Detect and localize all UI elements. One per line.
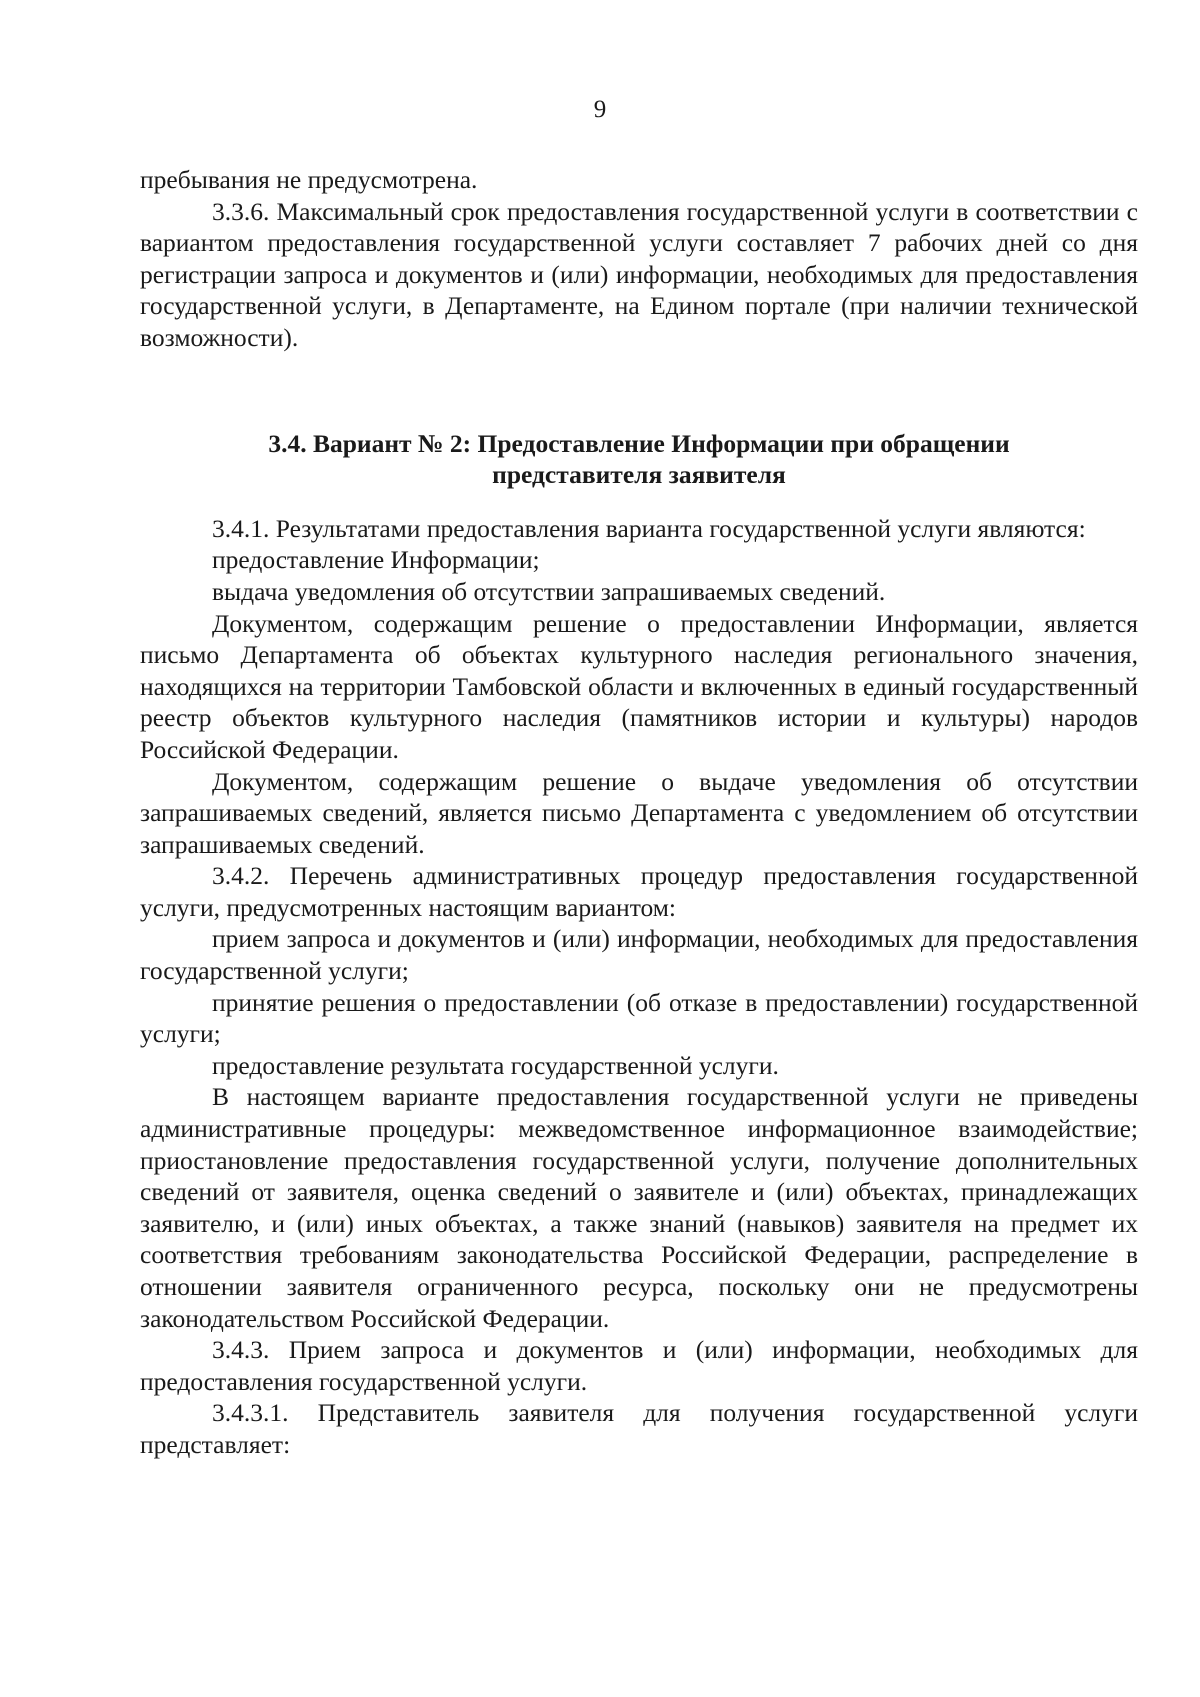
paragraph-document-info: Документом, содержащим решение о предоставлении Информации, является письмо Департамента об объектах культурного наследия регионального значения, находящихся на территории Тамбовской области и включенных в единый государственный реестр объектов культурного наследия (памятников истории и культуры) народов Российской Федерации. <box>140 608 1138 764</box>
paragraph-excluded-procedures: В настоящем варианте предоставления государственной услуги не приведены административные процедуры: межведомственное информационное взаимодействие; приостановление предоставления государственной услуги, получение дополнительных сведений от заявителя, оценка сведений о заявителе и (или) объектах, принадлежащих заявителю, и (или) иных объектах, а также знаний (навыков) заявителя на предмет их соответствия требованиям законодательства Российской Федерации, распределение в отношении заявителя ограниченного ресурса, поскольку они не предусмотрены законодательством Российской Федерации. <box>140 1082 1138 1333</box>
paragraph-continuation: пребывания не предусмотрена. <box>140 165 478 194</box>
list-item-procedure-2: принятие решения о предоставлении (об отказе в предоставлении) государственной услуги; <box>140 987 1138 1049</box>
list-item-result-1: предоставление Информации; <box>212 545 540 575</box>
paragraph-3-4-1: 3.4.1. Результатами предоставления варианта государственной услуги являются: <box>212 513 1086 543</box>
section-heading-line-2: представителя заявителя <box>492 460 786 490</box>
paragraph-3-4-3-1: 3.4.3.1. Представитель заявителя для получения государственной услуги представляет: <box>140 1398 1138 1459</box>
paragraph-3-4-2: 3.4.2. Перечень административных процедур предоставления государственной услуги, предусмотренных настоящим вариантом: <box>140 861 1138 922</box>
section-heading-3-4 <box>140 428 1138 491</box>
document-body <box>140 164 1138 1461</box>
list-item-result-2: выдача уведомления об отсутствии запрашиваемых сведений. <box>212 576 886 606</box>
page-number: 9 <box>593 96 607 123</box>
list-item-procedure-1: прием запроса и документов и (или) информации, необходимых для предоставления государственной услуги; <box>140 924 1138 986</box>
section-heading-line-1: 3.4. Вариант № 2: Предоставление Информации при обращении <box>268 428 1010 458</box>
paragraph-3-4-3: 3.4.3. Прием запроса и документов и (или) информации, необходимых для предоставления государственной услуги. <box>140 1335 1138 1396</box>
list-item-procedure-3: предоставление результата государственной услуги. <box>212 1050 779 1080</box>
paragraph-document-notice: Документом, содержащим решение о выдаче уведомления об отсутствии запрашиваемых сведений, является письмо Департамента с уведомлением об отсутствии запрашиваемых сведений. <box>140 766 1138 859</box>
paragraph-3-3-6: 3.3.6. Максимальный срок предоставления государственной услуги в соответствии с вариантом предоставления государственной услуги составляет 7 рабочих дней со дня регистрации запроса и документов и (или) информации, необходимых для предоставления государственной услуги, в Департаменте, на Едином портале (при наличии технической возможности). <box>140 196 1138 352</box>
